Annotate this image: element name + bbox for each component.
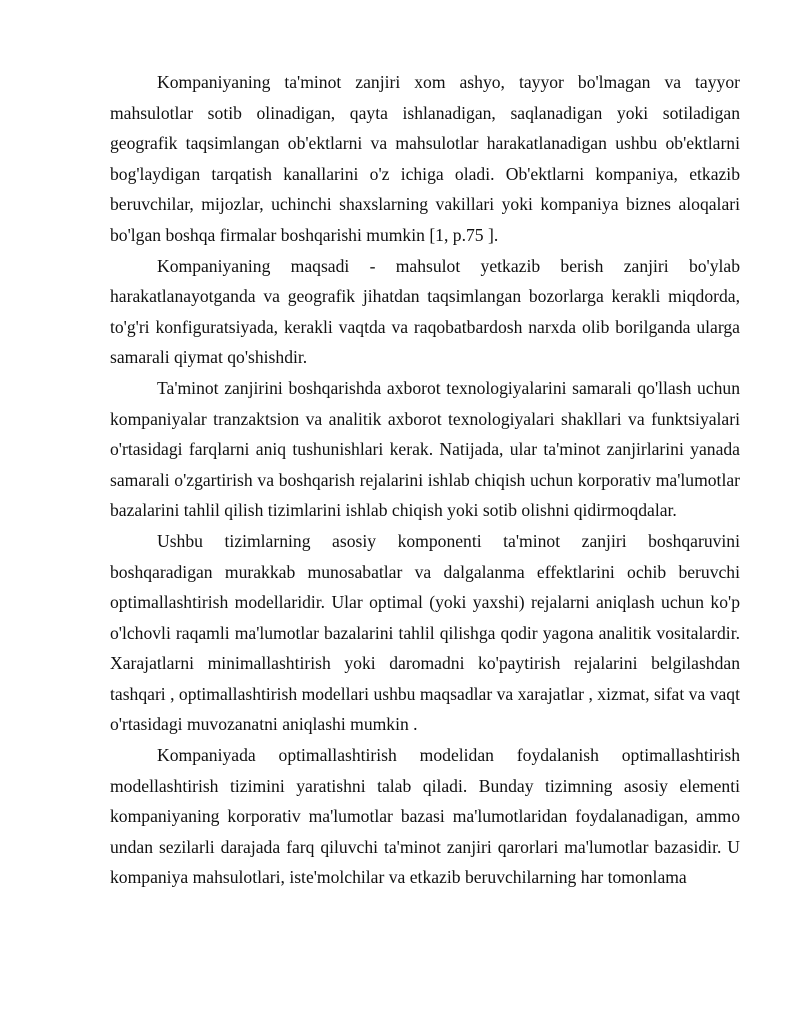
- paragraph-2: Kompaniyaning maqsadi - mahsulot yetkazib berish zanjiri bo'ylab harakatlanayotganda va geografik jihatdan taqsimlangan bozorlarga kerakli miqdorda, to'g'ri konfiguratsiyada, kerakli vaqtda va raqobatbardosh narxda olib borilganda ularga samarali qiymat qo'shishdir.: [110, 255, 740, 368]
- paragraph-5: Kompaniyada optimallashtirish modelidan foydalanish optimallashtirish modellashtirish tizimini yaratishni talab qiladi. Bunday tizimning asosiy elementi kompaniyaning korporativ ma'lumotlar bazasi ma'lumotlaridan foydalanadigan, ammo undan sezilarli darajada farq qiluvchi ta'minot zanjiri qarorlari ma'lumotlar bazasidir. U kompaniya mahsulotlari, iste'molchilar va etkazib beruvchilarning har tomonlama: [110, 745, 740, 888]
- paragraph-1: Kompaniyaning ta'minot zanjiri xom ashyo, tayyor bo'lmagan va tayyor mahsulotlar sotib olinadigan, qayta ishlanadigan, saqlanadigan yoki sotiladigan geografik taqsimlangan ob'ektlarni va mahsulotlar harakatlanadigan ushbu ob'ektlarni bog'laydigan tarqatish kanallarini o'z ichiga oladi. Ob'ektlarni kompaniya, etkazib beruvchilar, mijozlar, uchinchi shaxslarning vakillari yoki kompaniya biznes aloqalari bo'lgan boshqa firmalar boshqarishi mumkin [1, p.75 ].: [110, 72, 740, 245]
- paragraph-4: Ushbu tizimlarning asosiy komponenti ta'minot zanjiri boshqaruvini boshqaradigan murakkab munosabatlar va dalgalanma effektlarini ochib beruvchi optimallashtirish modellaridir. Ular optimal (yoki yaxshi) rejalarni aniqlash uchun ko'p o'lchovli raqamli ma'lumotlar bazalarini tahlil qilishga qodir yagona analitik vositalardir. Xarajatlarni minimallashtirish yoki daromadni ko'paytirish rejalarini belgilashdan tashqari , optimallashtirish modellari ushbu maqsadlar va xarajatlar , xizmat, sifat va vaqt o'rtasidagi muvozanatni aniqlashi mumkin .: [110, 530, 740, 735]
- document-page: [110, 67, 740, 893]
- paragraph-3: Ta'minot zanjirini boshqarishda axborot texnologiyalarini samarali qo'llash uchun kompaniyalar tranzaktsion va analitik axborot texnologiyalari shakllari va funktsiyalari o'rtasidagi farqlarni aniq tushunishlari kerak. Natijada, ular ta'minot zanjirlarini yanada samarali o'zgartirish va boshqarish rejalarini ishlab chiqish uchun korporativ ma'lumotlar bazalarini tahlil qilish tizimlarini ishlab chiqish yoki sotib olishni qidirmoqdalar.: [110, 377, 740, 521]
